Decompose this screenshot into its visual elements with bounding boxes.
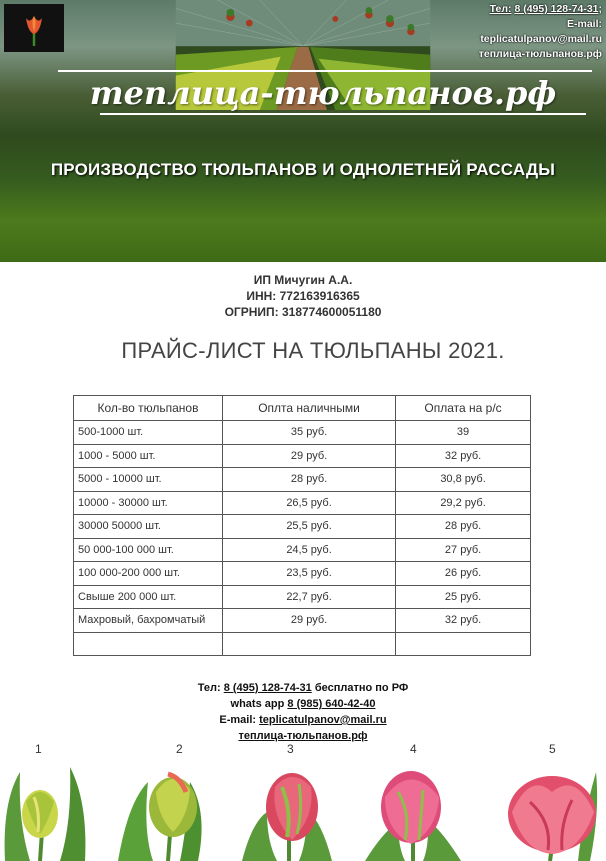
cell-cash xyxy=(223,632,396,656)
footer-phone-link[interactable]: 8 (495) 128-74-31 xyxy=(223,682,312,694)
cell-cash: 26,5 руб. xyxy=(223,491,396,515)
cell-transfer: 29,2 руб. xyxy=(396,491,531,515)
cell-quantity: 100 000-200 000 шт. xyxy=(74,562,223,586)
table-row-empty xyxy=(74,632,531,656)
header-site-link[interactable]: теплица-тюльпанов.рф xyxy=(478,48,602,60)
cell-cash: 29 руб. xyxy=(223,444,396,468)
title-rule-bottom xyxy=(100,113,586,115)
cell-cash: 29 руб. xyxy=(223,609,396,633)
header-phone-link[interactable]: 8 (495) 128-74-31 xyxy=(514,3,599,15)
footer-contacts xyxy=(0,680,606,744)
cell-quantity: 50 000-100 000 шт. xyxy=(74,538,223,562)
cell-transfer: 26 руб. xyxy=(396,562,531,586)
cell-transfer: 32 руб. xyxy=(396,444,531,468)
tulip-photo-3 xyxy=(237,762,337,861)
tulip-photo-5 xyxy=(500,762,606,861)
tulip-logo-icon xyxy=(4,4,64,52)
tulip-photo-4 xyxy=(363,762,463,861)
cell-quantity: 1000 - 5000 шт. xyxy=(74,444,223,468)
column-header-quantity: Кол-во тюльпанов xyxy=(74,396,223,421)
gallery-number: 1 xyxy=(35,742,42,756)
gallery-number: 5 xyxy=(549,742,556,756)
cell-cash: 35 руб. xyxy=(223,421,396,445)
table-row xyxy=(74,468,531,492)
table-row xyxy=(74,609,531,633)
header-phone-label: Тел: xyxy=(489,3,512,15)
company-info xyxy=(0,272,606,320)
tulip-photo-2 xyxy=(118,762,208,861)
footer-email-link[interactable]: teplicatulpanov@mail.ru xyxy=(259,714,387,726)
header-banner xyxy=(0,0,606,262)
company-ogrnip: ОГРНИП: 318774600051180 xyxy=(224,305,382,319)
cell-transfer: 27 руб. xyxy=(396,538,531,562)
company-name: ИП Мичугин А.А. xyxy=(253,273,353,287)
table-row xyxy=(74,562,531,586)
cell-transfer: 39 xyxy=(396,421,531,445)
cell-cash: 25,5 руб. xyxy=(223,515,396,539)
column-header-transfer: Оплата на р/с xyxy=(396,396,531,421)
footer-phone-label: Тел: xyxy=(197,682,221,694)
cell-transfer xyxy=(396,632,531,656)
footer-site-link[interactable]: теплица-тюльпанов.рф xyxy=(238,730,368,742)
company-inn: ИНН: 772163916365 xyxy=(246,289,360,303)
cell-cash: 23,5 руб. xyxy=(223,562,396,586)
header-contacts xyxy=(479,2,602,62)
footer-whatsapp-label: whats app xyxy=(230,698,285,710)
table-row xyxy=(74,515,531,539)
cell-quantity: 5000 - 10000 шт. xyxy=(74,468,223,492)
gallery-number: 4 xyxy=(410,742,417,756)
footer-phone-note: бесплатно по РФ xyxy=(314,682,409,694)
gallery-number: 3 xyxy=(287,742,294,756)
table-row xyxy=(74,538,531,562)
header-email-label: E-mail: xyxy=(566,18,602,30)
cell-quantity: Свыше 200 000 шт. xyxy=(74,585,223,609)
cell-quantity: 30000 50000 шт. xyxy=(74,515,223,539)
footer-email-label: E-mail: xyxy=(219,714,257,726)
header-phone-suffix: ; xyxy=(598,3,602,15)
header-email-link[interactable]: teplicatulpanov@mail.ru xyxy=(480,33,602,45)
title-rule-top xyxy=(58,70,592,72)
cell-quantity: Махровый, бахромчатый xyxy=(74,609,223,633)
cell-transfer: 30,8 руб. xyxy=(396,468,531,492)
gallery-number: 2 xyxy=(176,742,183,756)
table-row xyxy=(74,491,531,515)
footer-whatsapp-link[interactable]: 8 (985) 640-42-40 xyxy=(287,698,376,710)
cell-quantity: 500-1000 шт. xyxy=(74,421,223,445)
column-header-cash: Оплта наличными xyxy=(223,396,396,421)
cell-transfer: 32 руб. xyxy=(396,609,531,633)
cell-quantity xyxy=(74,632,223,656)
table-row xyxy=(74,585,531,609)
tulip-photo-1 xyxy=(0,762,90,861)
cell-cash: 28 руб. xyxy=(223,468,396,492)
price-list-title: ПРАЙС-ЛИСТ НА ТЮЛЬПАНЫ 2021. xyxy=(121,338,505,363)
site-title: теплица-тюльпанов.рф xyxy=(89,74,557,112)
table-row xyxy=(74,444,531,468)
cell-quantity: 10000 - 30000 шт. xyxy=(74,491,223,515)
cell-cash: 22,7 руб. xyxy=(223,585,396,609)
cell-transfer: 28 руб. xyxy=(396,515,531,539)
table-header-row xyxy=(74,396,531,421)
cell-cash: 24,5 руб. xyxy=(223,538,396,562)
table-row xyxy=(74,421,531,445)
cell-transfer: 25 руб. xyxy=(396,585,531,609)
tagline: ПРОИЗВОДСТВО ТЮЛЬПАНОВ И ОДНОЛЕТНЕЙ РАССАДЫ xyxy=(50,160,556,179)
price-table xyxy=(73,395,531,656)
